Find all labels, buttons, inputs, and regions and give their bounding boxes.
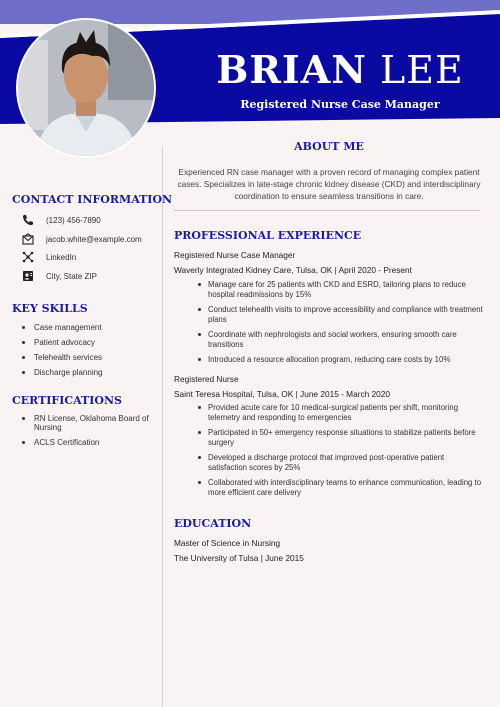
list-item: Manage care for 25 patients with CKD and ESRD, tailoring plans to reduce hospital readmissions by 15% bbox=[196, 280, 484, 300]
contact-text: City, State ZIP bbox=[46, 271, 97, 281]
school: The University of Tulsa | June 2015 bbox=[174, 553, 304, 563]
list-item: Patient advocacy bbox=[18, 338, 160, 347]
list-item: Case management bbox=[18, 323, 160, 332]
email-icon bbox=[22, 233, 34, 245]
contact-text: (123) 456-7890 bbox=[46, 215, 101, 225]
skills-list bbox=[18, 323, 160, 383]
degree: Master of Science in Nursing bbox=[174, 538, 281, 548]
employer-1: Waverly Integrated Kidney Care, Tulsa, OK | April 2020 - Present bbox=[174, 265, 412, 275]
duties-list-1 bbox=[196, 280, 484, 370]
list-item: Discharge planning bbox=[18, 368, 160, 377]
first-name: BRIAN bbox=[216, 47, 367, 92]
list-item: Developed a discharge protocol that improved post-operative patient satisfaction scores by 25% bbox=[196, 453, 484, 473]
location-icon bbox=[22, 270, 34, 282]
list-item: Introduced a resource allocation program, reducing care costs by 10% bbox=[196, 355, 484, 365]
list-item: Collaborated with interdisciplinary teams to enhance communication, leading to more efficient care delivery bbox=[196, 478, 484, 498]
job-title-2: Registered Nurse bbox=[174, 374, 239, 384]
job-title: Registered Nurse Case Manager bbox=[240, 98, 440, 111]
phone-icon bbox=[22, 214, 34, 226]
contact-item-phone bbox=[22, 213, 101, 227]
skills-heading: KEY SKILLS bbox=[12, 302, 88, 315]
candidate-name bbox=[200, 48, 480, 92]
last-name: LEE bbox=[380, 48, 464, 92]
about-text: Experienced RN case manager with a proven record of managing complex patient cases. Specializes in late-stage chronic kidney disease (CKD) and interdisciplinary coordination to ensure seamless transitions in care. bbox=[177, 167, 481, 201]
contact-item-linkedin bbox=[22, 250, 76, 264]
certifications-list bbox=[18, 414, 150, 453]
contact-text[interactable]: LinkedIn bbox=[46, 252, 77, 262]
profile-photo bbox=[16, 18, 156, 158]
list-item: Conduct telehealth visits to improve accessibility and compliance with treatment plans bbox=[196, 305, 484, 325]
experience-heading: PROFESSIONAL EXPERIENCE bbox=[174, 229, 362, 242]
education-heading: EDUCATION bbox=[174, 517, 252, 530]
contact-heading: CONTACT INFORMATION bbox=[12, 193, 173, 206]
contact-text: jacob.white@example.com bbox=[46, 234, 142, 244]
about-heading: ABOUT ME bbox=[294, 140, 364, 153]
certifications-heading: CERTIFICATIONS bbox=[12, 394, 122, 407]
contact-item-location bbox=[22, 269, 97, 283]
duties-list-2 bbox=[196, 403, 484, 503]
list-item: ACLS Certification bbox=[18, 438, 150, 447]
job-title-1: Registered Nurse Case Manager bbox=[174, 250, 296, 260]
linkedin-icon bbox=[22, 251, 34, 263]
list-item: Telehealth services bbox=[18, 353, 160, 362]
section-divider bbox=[174, 210, 480, 211]
list-item: Coordinate with nephrologists and social workers, ensuring smooth care transitions bbox=[196, 330, 484, 350]
column-divider bbox=[162, 146, 163, 707]
employer-2: Saint Teresa Hospital, Tulsa, OK | June 2015 - March 2020 bbox=[174, 389, 390, 399]
list-item: RN License, Oklahoma Board of Nursing bbox=[18, 414, 150, 432]
list-item: Participated in 50+ emergency response situations to stabilize patients before surgery bbox=[196, 428, 484, 448]
list-item: Provided acute care for 10 medical-surgical patients per shift, monitoring telemetry and responding to emergencies bbox=[196, 403, 484, 423]
contact-item-email bbox=[22, 232, 142, 246]
